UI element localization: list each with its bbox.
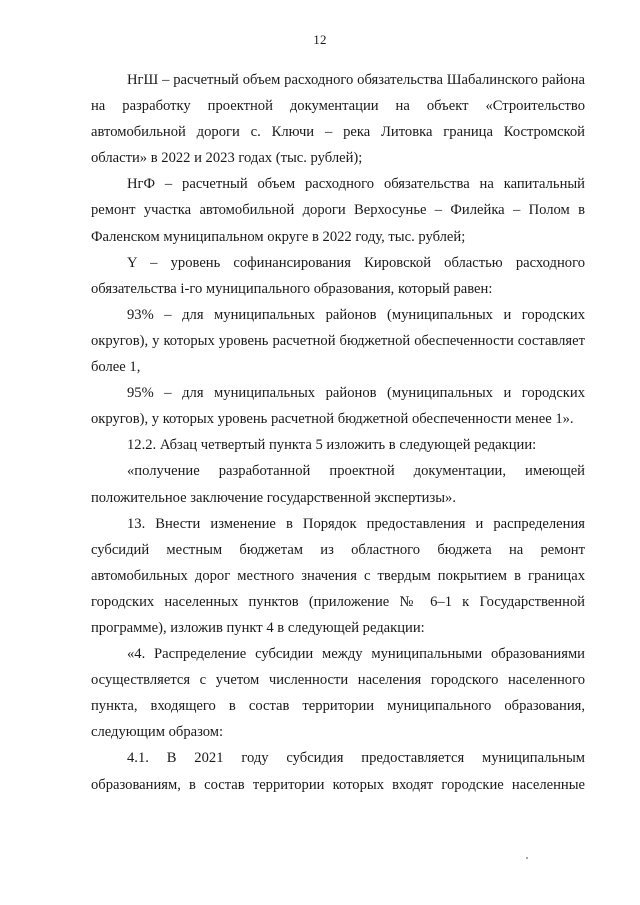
paragraph-13: 13. Внести изменение в Порядок предоставления и распределения субсидий местным бюджетам из областного бюджета на ремонт автомобильных дорог местного значения с твердым покрытием в границах городских населенных пунктов (приложение № 6–1 к Государственной программе), изложив пункт 4 в следующей редакции:: [91, 515, 585, 636]
paragraph-item-4-1: 4.1. В 2021 году субсидия предоставляется муниципальным образованиям, в состав территории которых входят городские населенные: [91, 750, 585, 793]
paragraph-rate-93: 93% – для муниципальных районов (муниципальных и городских округов), у которых уровень расчетной бюджетной обеспеченности составляет более 1,: [91, 306, 585, 376]
paragraph-ngf-definition: НгФ – расчетный объем расходного обязательства на капитальный ремонт участка автомобильной дороги Верхосунье – Филейка – Полом в Фаленском муниципальном округе в 2022 году, тыс. рублей;: [91, 176, 585, 245]
document-body: [91, 67, 585, 798]
paragraph-expertise-quote: «получение разработанной проектной документации, имеющей положительное заключение государственной экспертизы».: [91, 463, 585, 506]
paragraph-12-2: 12.2. Абзац четвертый пункта 5 изложить в следующей редакции:: [127, 437, 537, 454]
page-number: 12: [313, 32, 327, 47]
paragraph-item-4: «4. Распределение субсидии между муниципальными образованиями осуществляется с учетом численности населения городского населенного пункта, входящего в состав территории муниципального образования, следующим образом:: [91, 646, 585, 741]
paragraph-rate-95: 95% – для муниципальных районов (муниципальных и городских округов), у которых уровень расчетной бюджетной обеспеченности менее 1».: [91, 385, 585, 428]
paragraph-y-definition: Y – уровень софинансирования Кировской областью расходного обязательства i-го муниципального образования, который равен:: [91, 254, 585, 297]
scan-speck: [526, 857, 528, 859]
paragraph-ngsh-definition: НгШ – расчетный объем расходного обязательства Шабалинского района на разработку проектной документации на объект «Строительство автомобильной дороги с. Ключи – река Литовка граница Костромской области» в 2022 и 2023 годах (тыс. рублей);: [91, 72, 585, 167]
